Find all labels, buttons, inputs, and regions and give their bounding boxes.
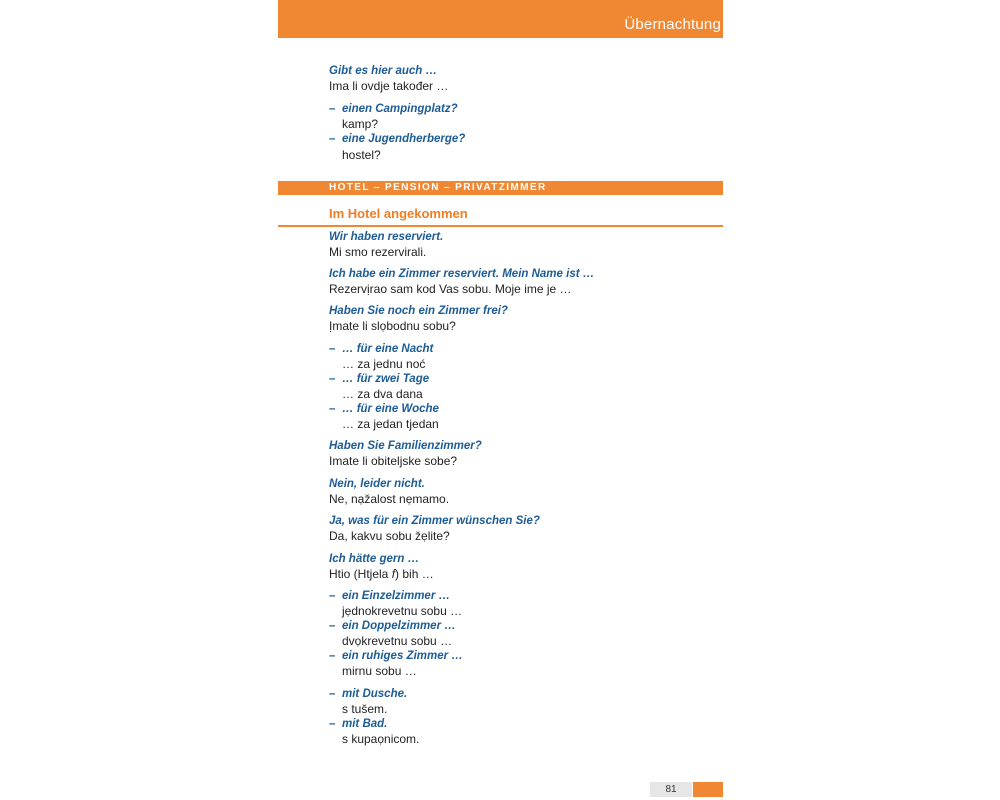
croatian-translation [329,567,709,582]
option-item [329,649,709,679]
option-item [329,717,709,747]
german-phrase: ein ruhiges Zimmer … [342,650,463,663]
list-dash: – [329,687,336,700]
list-dash: – [329,102,336,115]
croatian-translation: … za jednu noć [342,356,426,371]
option-item [329,589,709,619]
german-phrase: Ja, was für ein Zimmer wünschen Sie? [329,515,540,528]
option-list [329,589,709,680]
german-phrase: Wir haben reserviert. [329,230,444,243]
german-phrase: Haben Sie noch ein Zimmer frei? [329,305,508,318]
german-phrase: … für zwei Tage [342,372,430,385]
phrase-block [329,304,709,334]
section-banner [278,181,723,195]
list-dash: – [329,342,336,355]
option-item [329,687,709,717]
croatian-translation: Da, kakvu sobu žẹlite? [329,529,450,544]
translation-text: Htio (Htjela [329,566,392,581]
croatian-translation: Mi smo rezervirali. [329,244,427,259]
chapter-title: Übernachtung [624,16,721,33]
feminine-marker: f [391,566,396,581]
phrase-block [329,477,709,507]
intro-section [329,64,709,163]
german-phrase: mit Dusche. [342,687,408,700]
german-phrase: Ich habe ein Zimmer reserviert. Mein Name ist … [329,267,595,280]
section-subheading: Im Hotel angekommen [329,206,468,221]
phrase-block [329,552,709,582]
croatian-translation: jẹdnokrevetnu sobu … [342,603,463,618]
option-list [329,102,709,163]
croatian-translation: kamp? [342,117,379,132]
list-dash: – [329,650,336,663]
croatian-translation: hostel? [342,147,381,162]
german-phrase: ein Einzelzimmer … [342,589,451,602]
german-phrase: Gibt es hier auch … [329,65,437,77]
phrase-block [329,514,709,544]
list-dash: – [329,403,336,415]
phrase-block [329,439,709,469]
option-item [329,402,709,432]
chapter-header-bar [278,0,723,38]
option-item [329,342,709,372]
option-list [329,687,709,747]
croatian-translation: mirnu sobu … [342,664,417,679]
option-item [329,619,709,649]
german-phrase: eine Jugendherberge? [342,133,466,146]
phrase-block [329,64,709,95]
phrase-block [329,230,709,260]
croatian-translation: Ne, nạžalost nẹmamo. [329,491,450,506]
croatian-translation: … za dva dana [342,386,423,401]
option-item [329,102,709,133]
option-item [329,372,709,402]
page-number: 81 [650,782,692,797]
option-list [329,342,709,433]
croatian-translation: Ịmate li slọbodnu sobu? [329,319,456,334]
german-phrase: mit Bad. [342,717,388,730]
list-dash: – [329,133,336,146]
croatian-translation: … za jedan tjedan [342,417,439,432]
translation-text: ) bih … [395,566,434,581]
german-phrase: einen Campingplatz? [342,102,458,115]
german-phrase: … für eine Woche [342,403,439,415]
croatian-translation: dvọkrevetnu sobu … [342,634,453,649]
phrase-block [329,267,709,297]
german-phrase: … für eine Nacht [342,342,434,355]
croatian-translation: Rezervịrao sam kod Vas sobu. Moje ime je … [329,281,572,296]
german-phrase: ein Doppelzimmer … [342,620,456,633]
croatian-translation: s tušem. [342,701,388,716]
german-phrase: Haben Sie Familienzimmer? [329,440,482,453]
option-item [329,132,709,163]
subheading-divider [278,225,723,227]
list-dash: – [329,717,336,730]
section-banner-title: HOTEL – PENSION – PRIVATZIMMER [329,182,547,193]
german-phrase: Nein, leider nicht. [329,477,425,490]
list-dash: – [329,589,336,602]
list-dash: – [329,372,336,385]
german-phrase: Ich hätte gern … [329,552,420,565]
hotel-phrases-section [329,230,709,748]
croatian-translation: Ima li ovdje također … [329,79,449,94]
page-edge-tab [693,782,723,797]
croatian-translation: Imate li obiteljske sobe? [329,454,458,469]
croatian-translation: s kupaọnicom. [342,731,420,746]
list-dash: – [329,620,336,633]
